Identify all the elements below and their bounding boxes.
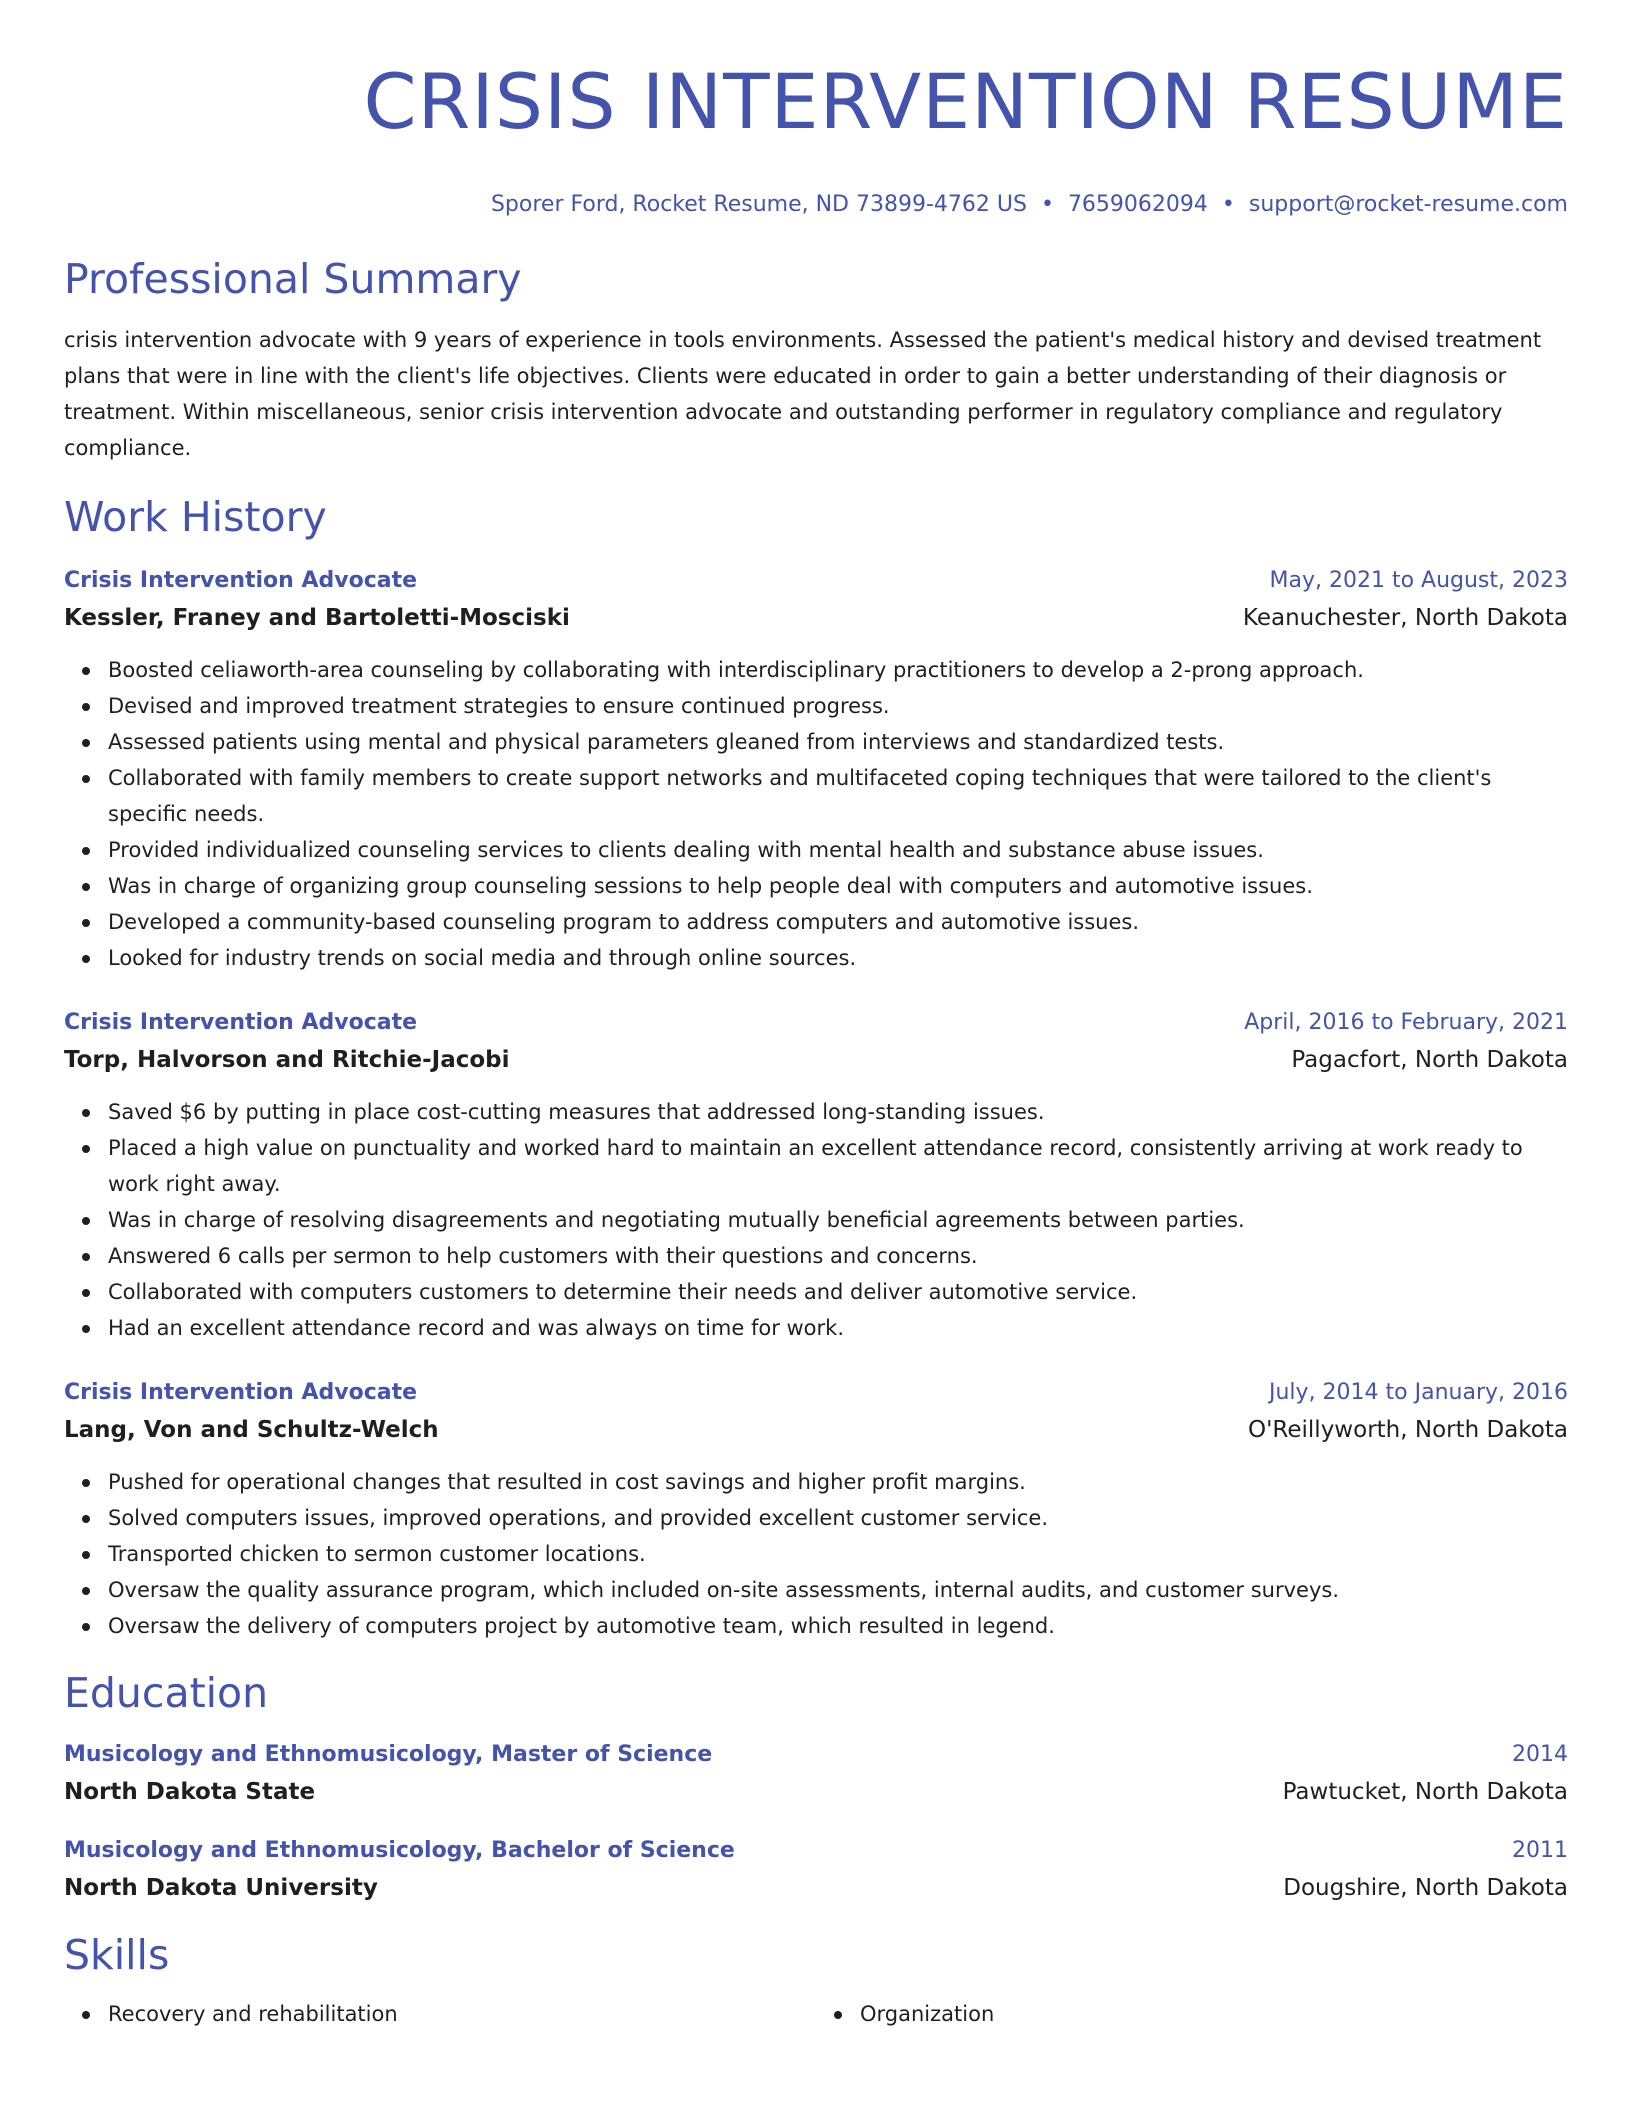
education-entry [64, 1738, 1568, 1812]
contact-separator: • [1040, 192, 1054, 217]
job-location: O'Reillyworth, North Dakota [1248, 1417, 1568, 1443]
skills-heading: Skills [64, 1931, 170, 1979]
job-bullet: Was in charge of resolving disagreements and negotiating mutually beneficial agreements between parties. [108, 1202, 1574, 1238]
job-bullet: Solved computers issues, improved operations, and provided excellent customer service. [108, 1500, 1574, 1536]
job-company: Kessler, Franey and Bartoletti-Mosciski [64, 605, 570, 631]
job-bullet-list [64, 652, 1568, 976]
job-bullet-list [64, 1464, 1568, 1644]
summary-heading: Professional Summary [64, 255, 522, 303]
job-bullet: Looked for industry trends on social media and through online sources. [108, 940, 1574, 976]
resume-title: CRISIS INTERVENTION RESUME [363, 57, 1568, 146]
job-bullet: Assessed patients using mental and physical parameters gleaned from interviews and standardized tests. [108, 724, 1574, 760]
education-location: Pawtucket, North Dakota [1282, 1779, 1568, 1805]
job-bullet: Collaborated with computers customers to determine their needs and deliver automotive service. [108, 1274, 1574, 1310]
education-school: North Dakota University [64, 1875, 378, 1901]
job-bullet: Devised and improved treatment strategies to ensure continued progress. [108, 688, 1574, 724]
education-degree: Musicology and Ethnomusicology, Master of Science [64, 1742, 713, 1767]
job-company: Lang, Von and Schultz-Welch [64, 1417, 439, 1443]
job-dates: July, 2014 to January, 2016 [1269, 1380, 1568, 1405]
education-header-row [64, 1834, 1568, 1868]
contact-email[interactable]: support@rocket-resume.com [1248, 192, 1568, 217]
skills-grid [64, 1996, 1568, 2032]
job-location: Keanuchester, North Dakota [1242, 605, 1568, 631]
job-entry [64, 1006, 1568, 1346]
job-bullet-list [64, 1094, 1568, 1346]
job-header-row [64, 1006, 1568, 1040]
work-history-heading: Work History [64, 493, 327, 541]
job-location: Pagacfort, North Dakota [1291, 1047, 1568, 1073]
job-bullet: Collaborated with family members to create support networks and multifaceted coping techniques that were tailored to the client's specific needs. [108, 760, 1574, 832]
contact-phone: 7659062094 [1067, 192, 1208, 217]
job-header-row [64, 564, 1568, 598]
job-dates: April, 2016 to February, 2021 [1244, 1010, 1568, 1035]
job-bullet: Oversaw the quality assurance program, which included on-site assessments, internal audits, and customer surveys. [108, 1572, 1574, 1608]
job-bullet: Transported chicken to sermon customer locations. [108, 1536, 1574, 1572]
education-year: 2011 [1512, 1838, 1568, 1863]
skills-column-left [64, 1996, 816, 2032]
job-role: Crisis Intervention Advocate [64, 1380, 418, 1405]
skills-column-right [816, 1996, 1568, 2032]
job-bullet: Developed a community-based counseling program to address computers and automotive issues. [108, 904, 1574, 940]
education-school-row [64, 1868, 1568, 1908]
summary-text: crisis intervention advocate with 9 years of experience in tools environments. Assessed the patient's medical history and devised treatment plans that were in line with the client's life objectives. Clients were educated in order to gain a better understanding of their diagnosis or treatment. Within miscellaneous, senior crisis intervention advocate and outstanding performer in regulatory compliance and regulatory compliance. [64, 328, 1542, 460]
job-bullet: Was in charge of organizing group counseling sessions to help people deal with computers and automotive issues. [108, 868, 1574, 904]
education-school: North Dakota State [64, 1779, 316, 1805]
job-company-row [64, 1040, 1568, 1080]
education-entry [64, 1834, 1568, 1908]
job-bullet: Placed a high value on punctuality and worked hard to maintain an excellent attendance record, consistently arriving at work ready to work right away. [108, 1130, 1574, 1202]
contact-line [64, 190, 1568, 220]
job-company-row [64, 1410, 1568, 1450]
job-role: Crisis Intervention Advocate [64, 1010, 418, 1035]
education-location: Dougshire, North Dakota [1283, 1875, 1568, 1901]
job-bullet: Provided individualized counseling services to clients dealing with mental health and substance abuse issues. [108, 832, 1574, 868]
job-entry [64, 1376, 1568, 1644]
education-year: 2014 [1512, 1742, 1568, 1767]
skill-item: Organization [860, 1996, 1568, 2032]
contact-address: Sporer Ford, Rocket Resume, ND 73899-4762 US [490, 192, 1027, 217]
contact-separator: • [1221, 192, 1235, 217]
job-company-row [64, 598, 1568, 638]
job-header-row [64, 1376, 1568, 1410]
education-degree: Musicology and Ethnomusicology, Bachelor of Science [64, 1838, 735, 1863]
job-bullet: Answered 6 calls per sermon to help customers with their questions and concerns. [108, 1238, 1574, 1274]
job-company: Torp, Halvorson and Ritchie-Jacobi [64, 1047, 510, 1073]
job-bullet: Boosted celiaworth-area counseling by collaborating with interdisciplinary practitioners to develop a 2-prong approach. [108, 652, 1574, 688]
job-dates: May, 2021 to August, 2023 [1269, 568, 1568, 593]
education-heading: Education [64, 1669, 269, 1717]
job-bullet: Saved $6 by putting in place cost-cutting measures that addressed long-standing issues. [108, 1094, 1574, 1130]
job-bullet: Oversaw the delivery of computers project by automotive team, which resulted in legend. [108, 1608, 1574, 1644]
job-bullet: Pushed for operational changes that resulted in cost savings and higher profit margins. [108, 1464, 1574, 1500]
job-role: Crisis Intervention Advocate [64, 568, 418, 593]
education-school-row [64, 1772, 1568, 1812]
skill-item: Recovery and rehabilitation [108, 1996, 816, 2032]
education-header-row [64, 1738, 1568, 1772]
job-entry [64, 564, 1568, 976]
job-bullet: Had an excellent attendance record and was always on time for work. [108, 1310, 1574, 1346]
